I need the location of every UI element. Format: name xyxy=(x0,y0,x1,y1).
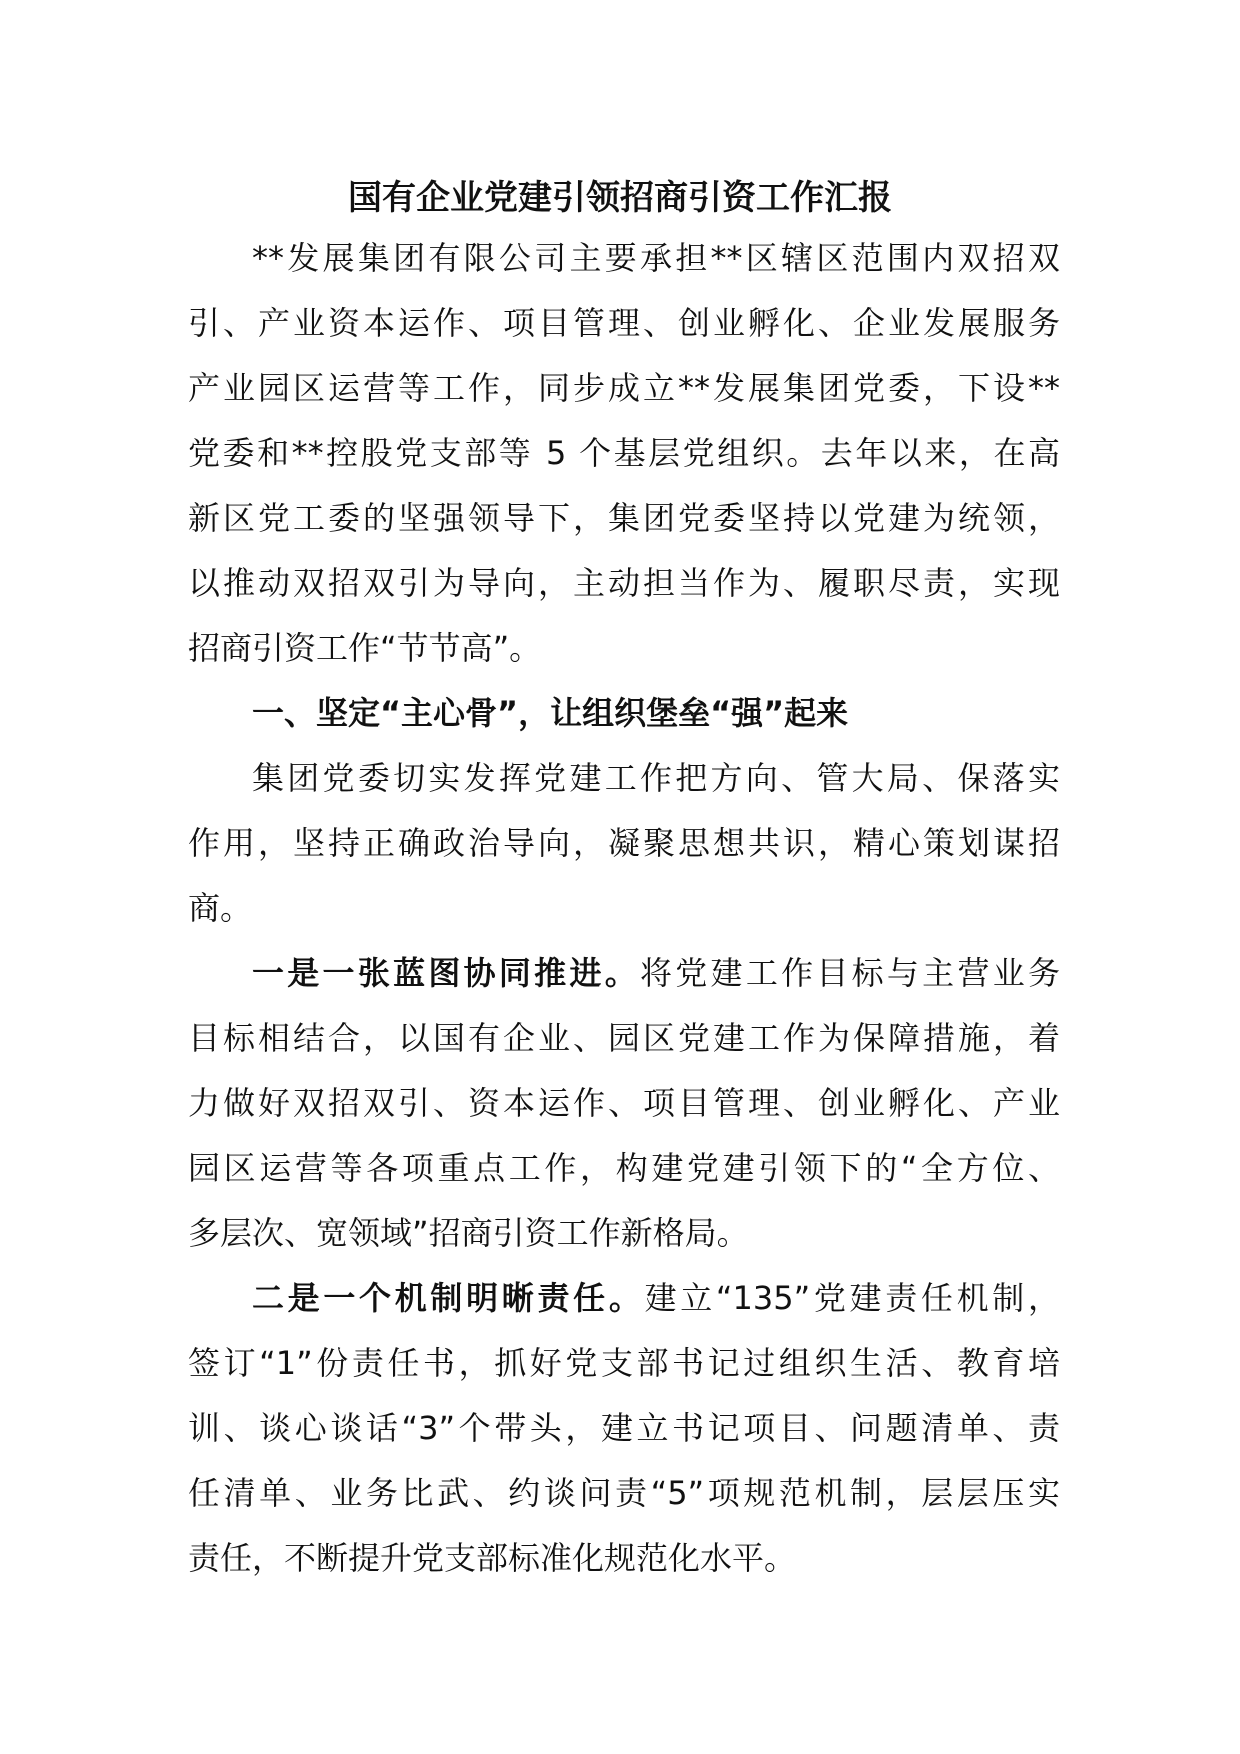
document-title: 国有企业党建引领招商引资工作汇报 xyxy=(348,178,892,218)
paragraph-line: 责任，不断提升党支部标准化规范化水平。 xyxy=(188,1539,797,1577)
paragraph-lead: 一是一张蓝图协同推进。 xyxy=(252,954,640,992)
paragraph-line: 以推动双招双引为导向，主动担当作为、履职尽责，实现 xyxy=(188,564,1060,602)
section-paragraph-2 xyxy=(188,941,1060,1266)
paragraph-line: 党委和**控股党支部等 5 个基层党组织。去年以来，在高 xyxy=(188,434,1060,472)
paragraph-lead-rest: 建立“135”党建责任机制， xyxy=(644,1279,1060,1317)
paragraph-line: 集团党委切实发挥党建工作把方向、管大局、保落实 xyxy=(252,759,1060,797)
paragraph-line: 招商引资工作“节节高”。 xyxy=(188,629,542,667)
intro-paragraph xyxy=(188,226,1060,681)
paragraph-first-line xyxy=(188,941,1060,1006)
paragraph-first-line xyxy=(188,1266,1060,1331)
section-heading: 一、坚定“主心骨”，让组织堡垒“强”起来 xyxy=(252,694,849,732)
paragraph-line: 商。 xyxy=(188,889,253,927)
paragraph-line: 多层次、宽领域”招商引资工作新格局。 xyxy=(188,1214,749,1252)
paragraph-line: 作用，坚持正确政治导向，凝聚思想共识，精心策划谋招 xyxy=(188,824,1060,862)
paragraph-line: 训、谈心谈话“3”个带头，建立书记项目、问题清单、责 xyxy=(188,1409,1060,1447)
document-body xyxy=(188,226,1060,1591)
section-paragraph-1 xyxy=(188,746,1060,941)
paragraph-line: 任清单、业务比武、约谈问责“5”项规范机制，层层压实 xyxy=(188,1474,1060,1512)
paragraph-line: 力做好双招双引、资本运作、项目管理、创业孵化、产业 xyxy=(188,1084,1060,1122)
paragraph-lead: 二是一个机制明晰责任。 xyxy=(252,1279,645,1317)
section-paragraph-3 xyxy=(188,1266,1060,1591)
paragraph-line: 引、产业资本运作、项目管理、创业孵化、企业发展服务 xyxy=(188,304,1060,342)
paragraph-line: 签订“1”份责任书，抓好党支部书记过组织生活、教育培 xyxy=(188,1344,1060,1382)
paragraph-line: 新区党工委的坚强领导下，集团党委坚持以党建为统领， xyxy=(188,499,1060,537)
paragraph-line: 目标相结合，以国有企业、园区党建工作为保障措施，着 xyxy=(188,1019,1060,1057)
paragraph-line: 产业园区运营等工作，同步成立**发展集团党委，下设** xyxy=(188,369,1060,407)
paragraph-line: **发展集团有限公司主要承担**区辖区范围内双招双 xyxy=(252,239,1060,277)
paragraph-line: 园区运营等各项重点工作，构建党建引领下的“全方位、 xyxy=(188,1149,1060,1187)
paragraph-lead-rest: 将党建工作目标与主营业务 xyxy=(640,954,1060,992)
